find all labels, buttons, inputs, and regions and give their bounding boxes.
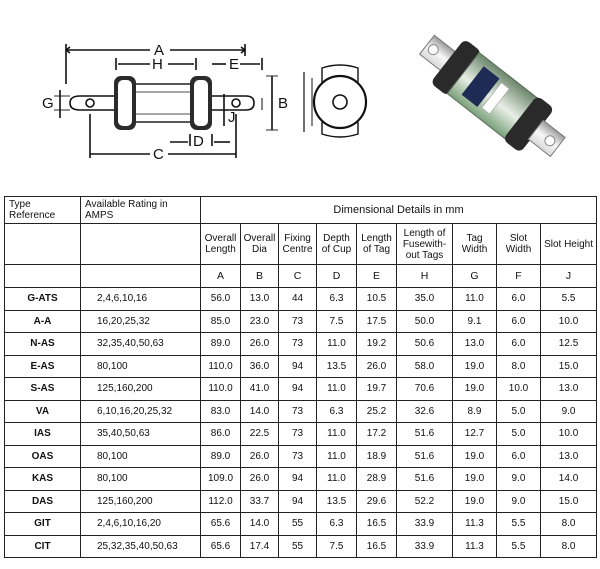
dimension-cell: 9.0 [497,468,541,491]
table-row [5,333,597,356]
dimension-cell: 73 [279,445,317,468]
type-reference-cell: N-AS [5,333,81,356]
label-h: H [152,56,163,73]
dimension-cell: 8.9 [453,400,497,423]
dimension-cell: 19.2 [357,333,397,356]
dimension-cell: 70.6 [397,378,453,401]
table-row [5,468,597,491]
fuse-dimension-table [4,196,597,558]
table-row [5,310,597,333]
dimension-cell: 5.0 [497,423,541,446]
header-dimensional-details: Dimensional Details in mm [201,197,597,224]
dimension-cell: 11.0 [317,445,357,468]
dimension-cell: 19.0 [453,378,497,401]
header-row-2 [5,224,597,265]
dimension-cell: 94 [279,490,317,513]
label-e: E [229,56,240,73]
table-row [5,513,597,536]
dimension-cell: 6.3 [317,513,357,536]
dimension-cell: 12.5 [541,333,597,356]
column-header-letter: E [357,265,397,288]
dimension-cell: 65.6 [201,513,241,536]
dimension-cell: 73 [279,423,317,446]
table-row [5,490,597,513]
dimension-cell: 50.0 [397,310,453,333]
dimension-cell: 15.0 [541,490,597,513]
rating-cell: 25,32,35,40,50,63 [81,535,201,558]
dimension-cell: 9.0 [541,400,597,423]
column-header-label: Length of Fusewith- out Tags [397,224,453,265]
figure-area [0,0,600,196]
rating-cell: 2,4,6,10,16,20 [81,513,201,536]
dimension-cell: 73 [279,310,317,333]
dimension-cell: 19.0 [453,355,497,378]
dimension-cell: 94 [279,355,317,378]
rating-cell: 80,100 [81,468,201,491]
dimension-cell: 19.0 [453,445,497,468]
dimension-cell: 5.5 [497,513,541,536]
dimension-cell: 9.0 [497,490,541,513]
dimension-cell: 6.0 [497,310,541,333]
dimension-cell: 6.0 [497,333,541,356]
dimension-cell: 23.0 [241,310,279,333]
dimension-cell: 26.0 [241,468,279,491]
label-b: B [278,95,289,112]
dimension-cell: 13.5 [317,490,357,513]
header-blank [81,265,201,288]
column-header-label: Slot Width [497,224,541,265]
column-header-label: Slot Height [541,224,597,265]
dimension-cell: 51.6 [397,468,453,491]
dimension-cell: 32.6 [397,400,453,423]
dimension-cell: 55 [279,535,317,558]
rating-cell: 6,10,16,20,25,32 [81,400,201,423]
dimension-cell: 12.7 [453,423,497,446]
dimension-cell: 11.0 [453,288,497,311]
dimension-cell: 7.5 [317,310,357,333]
label-d: D [193,133,204,150]
type-reference-cell: GIT [5,513,81,536]
rating-cell: 2,4,6,10,16 [81,288,201,311]
dimension-cell: 55 [279,513,317,536]
dimension-cell: 41.0 [241,378,279,401]
dimension-cell: 85.0 [201,310,241,333]
column-header-label: Depth of Cup [317,224,357,265]
dimension-cell: 89.0 [201,445,241,468]
rating-cell: 80,100 [81,355,201,378]
dimension-cell: 86.0 [201,423,241,446]
type-reference-cell: E-AS [5,355,81,378]
type-reference-cell: DAS [5,490,81,513]
column-header-label: Length of Tag [357,224,397,265]
column-header-letter: D [317,265,357,288]
dimension-cell: 19.0 [453,468,497,491]
type-reference-cell: IAS [5,423,81,446]
dimension-cell: 56.0 [201,288,241,311]
header-row-1 [5,197,597,224]
dimension-cell: 10.0 [497,378,541,401]
type-reference-cell: A-A [5,310,81,333]
rating-cell: 32,35,40,50,63 [81,333,201,356]
dimension-cell: 14.0 [541,468,597,491]
rating-cell: 80,100 [81,445,201,468]
dimension-cell: 26.0 [241,445,279,468]
table-row [5,378,597,401]
dimension-cell: 6.0 [497,445,541,468]
table-row [5,445,597,468]
dimension-cell: 26.0 [241,333,279,356]
label-c: C [153,146,164,163]
header-type-reference: Type Reference [5,197,81,224]
dimension-cell: 10.5 [357,288,397,311]
dimension-cell: 65.6 [201,535,241,558]
dimension-cell: 14.0 [241,513,279,536]
dimension-cell: 26.0 [357,355,397,378]
column-header-label: Overall Length [201,224,241,265]
table-row [5,355,597,378]
dimension-cell: 110.0 [201,355,241,378]
dimension-cell: 11.0 [317,423,357,446]
dimension-cell: 89.0 [201,333,241,356]
dimension-cell: 13.0 [541,378,597,401]
column-header-letter: J [541,265,597,288]
column-header-letter: F [497,265,541,288]
fuse-dimension-drawing [40,34,380,169]
dimension-cell: 110.0 [201,378,241,401]
dimension-cell: 6.3 [317,400,357,423]
dimension-cell: 14.0 [241,400,279,423]
table-body [5,288,597,558]
dimension-cell: 17.4 [241,535,279,558]
rating-cell: 125,160,200 [81,378,201,401]
dimension-cell: 19.0 [453,490,497,513]
dimension-cell: 94 [279,468,317,491]
column-header-label: Tag Width [453,224,497,265]
dimension-cell: 83.0 [201,400,241,423]
dimension-cell: 8.0 [541,513,597,536]
dimension-cell: 35.0 [397,288,453,311]
type-reference-cell: VA [5,400,81,423]
column-header-letter: A [201,265,241,288]
column-header-letter: G [453,265,497,288]
dimension-cell: 73 [279,333,317,356]
fuse-product-photo [390,6,590,182]
type-reference-cell: CIT [5,535,81,558]
dimension-cell: 17.5 [357,310,397,333]
dimension-cell: 11.0 [317,468,357,491]
dimension-cell: 94 [279,378,317,401]
dimension-cell: 50.6 [397,333,453,356]
header-row-3 [5,265,597,288]
type-reference-cell: G-ATS [5,288,81,311]
dimension-cell: 8.0 [497,355,541,378]
dimension-cell: 17.2 [357,423,397,446]
dimension-cell: 19.7 [357,378,397,401]
dimension-cell: 8.0 [541,535,597,558]
dimension-cell: 18.9 [357,445,397,468]
label-j: J [228,109,236,126]
dimension-cell: 73 [279,400,317,423]
dimension-cell: 11.3 [453,535,497,558]
dimension-cell: 15.0 [541,355,597,378]
dimension-cell: 58.0 [397,355,453,378]
dimension-cell: 36.0 [241,355,279,378]
table-row [5,535,597,558]
label-a: A [154,42,165,59]
dimension-cell: 5.5 [497,535,541,558]
header-blank [5,224,81,265]
dimension-cell: 13.0 [241,288,279,311]
dimension-cell: 10.0 [541,423,597,446]
type-reference-cell: S-AS [5,378,81,401]
dimension-cell: 7.5 [317,535,357,558]
dimension-cell: 44 [279,288,317,311]
dimension-cell: 22.5 [241,423,279,446]
table-row [5,288,597,311]
header-blank [81,224,201,265]
dimension-cell: 10.0 [541,310,597,333]
dimension-cell: 13.0 [453,333,497,356]
rating-cell: 16,20,25,32 [81,310,201,333]
dimension-cell: 28.9 [357,468,397,491]
header-available-rating: Available Rating in AMPS [81,197,201,224]
dimension-cell: 112.0 [201,490,241,513]
table-row [5,400,597,423]
column-header-letter: C [279,265,317,288]
dimension-cell: 51.6 [397,423,453,446]
dimension-cell: 52.2 [397,490,453,513]
dimension-cell: 11.3 [453,513,497,536]
dimension-cell: 33.9 [397,513,453,536]
dimension-cell: 16.5 [357,513,397,536]
dimension-cell: 33.9 [397,535,453,558]
dimension-cell: 6.3 [317,288,357,311]
dimension-cell: 51.6 [397,445,453,468]
rating-cell: 35,40,50,63 [81,423,201,446]
dimension-cell: 13.0 [541,445,597,468]
table-row [5,423,597,446]
dimension-cell: 16.5 [357,535,397,558]
type-reference-cell: OAS [5,445,81,468]
dimension-cell: 33.7 [241,490,279,513]
column-header-letter: B [241,265,279,288]
dimension-cell: 5.0 [497,400,541,423]
dimension-cell: 13.5 [317,355,357,378]
dimension-cell: 29.6 [357,490,397,513]
label-g: G [42,95,54,112]
column-header-label: Fixing Centre [279,224,317,265]
dimension-cell: 11.0 [317,378,357,401]
dimension-cell: 9.1 [453,310,497,333]
dimension-cell: 25.2 [357,400,397,423]
rating-cell: 125,160,200 [81,490,201,513]
dimension-cell: 11.0 [317,333,357,356]
header-blank [5,265,81,288]
column-header-letter: H [397,265,453,288]
type-reference-cell: KAS [5,468,81,491]
dimension-cell: 6.0 [497,288,541,311]
dimension-cell: 109.0 [201,468,241,491]
column-header-label: Overall Dia [241,224,279,265]
dimension-cell: 5.5 [541,288,597,311]
